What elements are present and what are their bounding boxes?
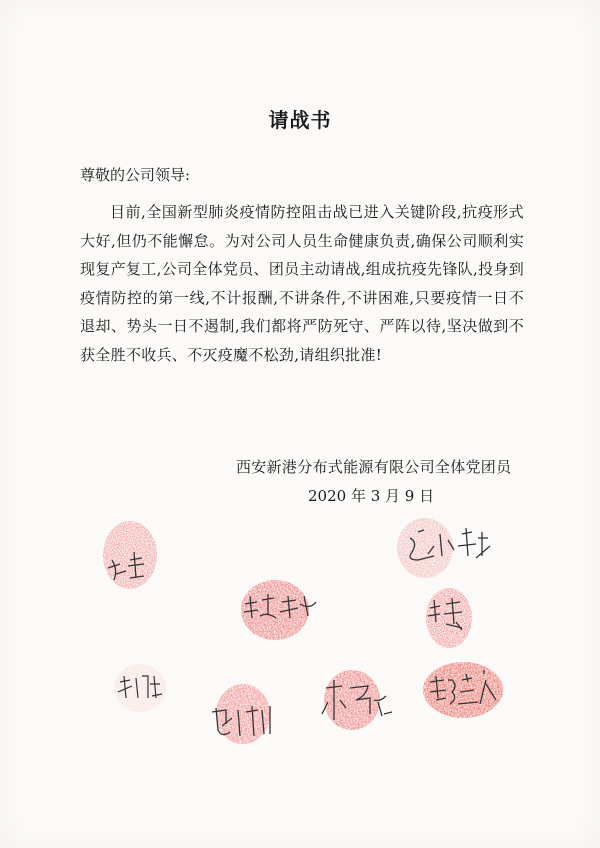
body-paragraph: 目前,全国新型肺炎疫情防控阻击战已进入关键阶段,抗疫形式大好,但仍不能懈怠。为对公司人员生命健康负责,确保公司顺利实现复产复工,公司全体党员、团员主动请战,组成抗疫先锋队,投身到疫情防控的第一线,不计报酬,不讲条件,不讲困难,只要疫情一日不退却、势头一日不遏制,我们都将严防死守、严阵以待,坚决做到不获全胜不收兵、不灭疫魔不松劲,请组织批准! [80, 203, 524, 364]
signature-4 [426, 588, 472, 648]
fingerprint-7 [324, 670, 380, 730]
signature-7 [322, 670, 392, 730]
document-title: 请战书 [268, 108, 332, 132]
fingerprint-4 [426, 588, 472, 648]
signature-6 [212, 684, 270, 744]
salutation: 尊敬的公司领导: [80, 166, 191, 184]
organization-name: 西安新港分布式能源有限公司全体党团员 [236, 458, 512, 476]
document-date: 2020 年 3 月 9 日 [308, 487, 435, 505]
signature-5 [114, 664, 166, 712]
signature-8 [423, 662, 503, 718]
fingerprint-1 [103, 521, 157, 589]
signature-3 [241, 580, 316, 640]
fingerprint-5 [114, 664, 166, 712]
fingerprint-2 [397, 518, 453, 578]
signature-1 [103, 521, 157, 589]
signature-2 [397, 518, 490, 578]
fingerprint-8 [423, 662, 503, 718]
